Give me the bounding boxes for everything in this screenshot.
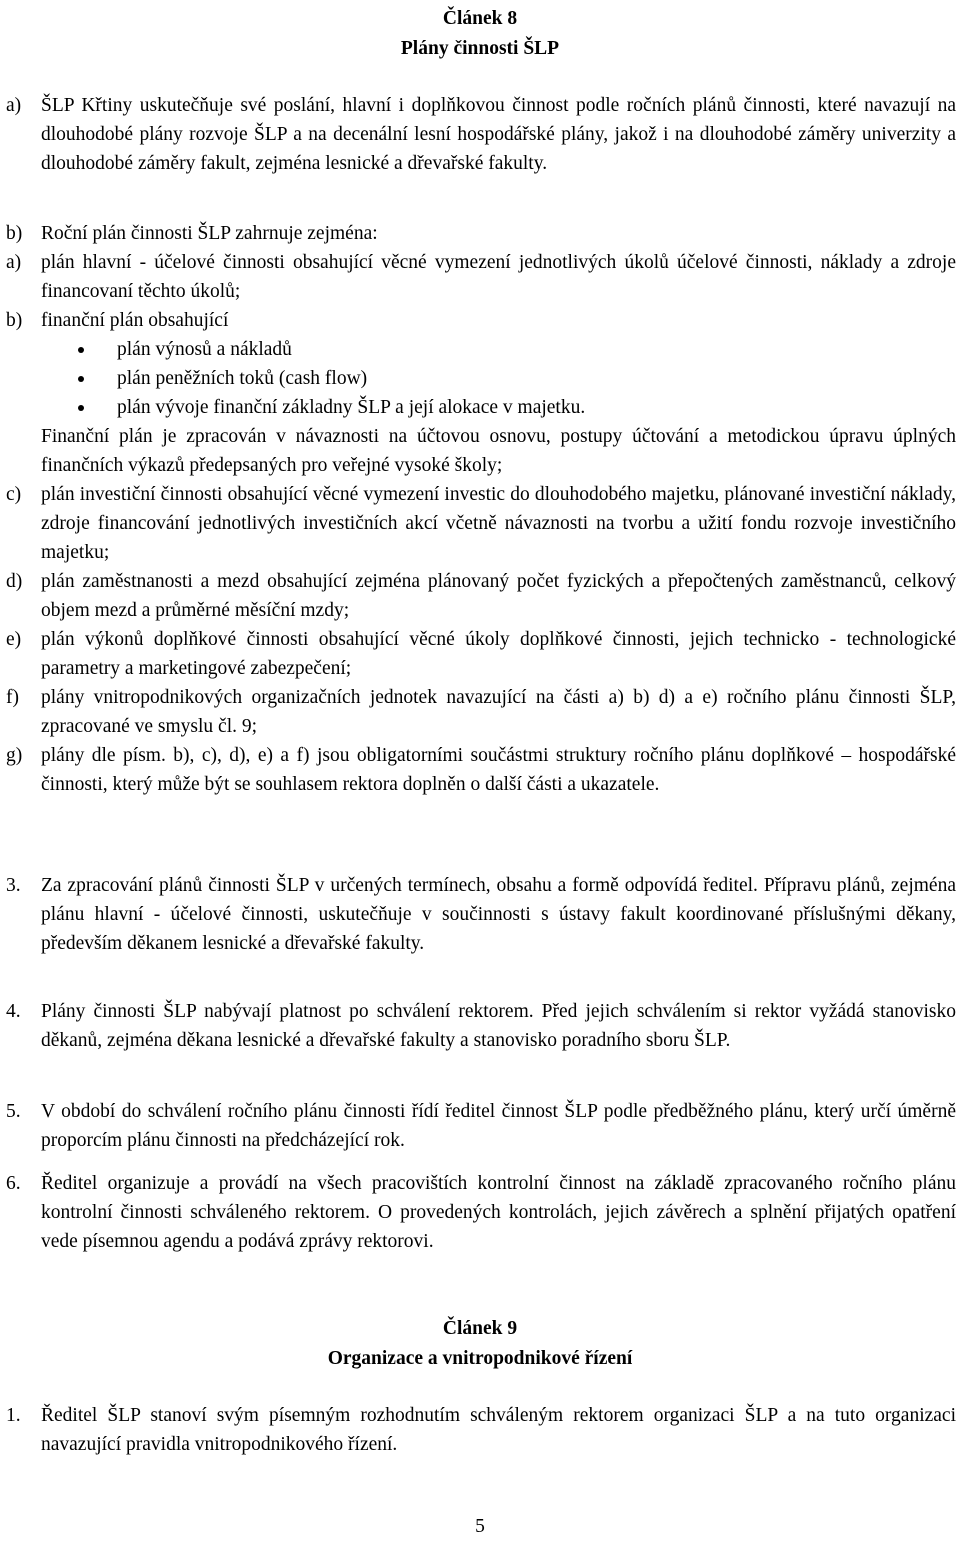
bullet-text: plán výnosů a nákladů	[117, 339, 292, 360]
list-text: plán hlavní - účelové činnosti obsahující věcné vymezení jednotlivých úkolů účelové činnosti, náklady a zdroje financovaní těchto úkolů;	[41, 252, 956, 302]
list-label: g)	[6, 745, 23, 766]
paragraph-label: a)	[6, 95, 22, 116]
list-text: finanční plán obsahující	[41, 310, 229, 331]
article-title: Plány činnosti ŠLP	[400, 38, 560, 59]
list-text: plán zaměstnanosti a mezd obsahující zejména plánovaný počet fyzických a přepočtených zaměstnanců, celkový objem mezd a průměrné měsíční mzdy;	[41, 571, 956, 621]
list-text: plány vnitropodnikových organizačních jednotek navazující na části a) b) d) a e) ročního plánu činnosti ŠLP, zpracované ve smyslu čl. 9;	[41, 687, 956, 737]
list-label: c)	[6, 484, 22, 505]
bullet-icon	[78, 376, 84, 382]
list-item	[0, 741, 960, 799]
paragraph	[0, 871, 960, 958]
bullet-text: plán vývoje finanční základny ŠLP a její alokace v majetku.	[117, 397, 586, 418]
list-label: d)	[6, 571, 23, 592]
paragraph-label: 6.	[6, 1173, 21, 1194]
bullet-icon	[78, 405, 84, 411]
list-item	[0, 683, 960, 741]
article-8-heading	[0, 4, 960, 64]
article-9-heading	[0, 1314, 960, 1374]
list-text: plán výkonů doplňkové činnosti obsahující věcné úkoly doplňkové činnosti, jejich technicko - technologické parametry a marketingové zabezpečení;	[41, 629, 956, 679]
paragraph-label: 1.	[6, 1405, 21, 1426]
list-item	[0, 625, 960, 683]
paragraph	[0, 1169, 960, 1256]
paragraph-text: Za zpracování plánů činnosti ŠLP v určených termínech, obsahu a formě odpovídá ředitel. Přípravu plánů, zejména plánu hlavní - účelové činnosti, uskutečňuje v součinnosti s ústavy fakult koordinované příslušnými děkany, především děkanem lesnické a dřevařské fakulty.	[41, 875, 956, 954]
list-label: e)	[6, 629, 22, 650]
paragraph-text: ŠLP Křtiny uskutečňuje své poslání, hlavní i doplňkovou činnost podle ročních plánů činnosti, které navazují na dlouhodobé plány rozvoje ŠLP a na decenální lesní hospodářské plány, jakož i na dlouhodobé záměry univerzity a dlouhodobé záměry fakult, zejména lesnické a dřevařské fakulty.	[41, 95, 956, 174]
bullet-icon	[78, 347, 84, 353]
paragraph	[0, 1401, 960, 1459]
paragraph-text: Roční plán činnosti ŠLP zahrnuje zejména:	[41, 223, 378, 244]
paragraph-label: 3.	[6, 875, 21, 896]
paragraph	[0, 1097, 960, 1155]
paragraph-text: V období do schválení ročního plánu činnosti řídí ředitel činnost ŠLP podle předběžného plánu, který určí úměrně proporcím plánu činnosti na předcházející rok.	[41, 1101, 956, 1151]
list-label: a)	[6, 252, 22, 273]
financial-note: Finanční plán je zpracován v návaznosti na účtovou osnovu, postupy účtování a metodickou úpravu úplných finančních výkazů předepsaných pro veřejné vysoké školy;	[41, 426, 956, 476]
paragraph-5	[0, 1097, 960, 1155]
article-number: Článek 9	[442, 1318, 518, 1339]
list-label: f)	[6, 687, 19, 708]
list-item	[0, 480, 960, 567]
paragraph-b	[0, 219, 960, 799]
list-item	[0, 567, 960, 625]
paragraph-text: Plány činnosti ŠLP nabývají platnost po schválení rektorem. Před jejich schválením si rektor vyžádá stanovisko děkanů, zejména děkana lesnické a dřevařské fakulty a stanovisko poradního sboru ŠLP.	[41, 1001, 956, 1051]
bullet-text: plán peněžních toků (cash flow)	[117, 368, 368, 389]
list-text: plán investiční činnosti obsahující věcné vymezení investic do dlouhodobého majetku, plánované investiční náklady, zdroje financování jednotlivých investičních akcí včetně návaznosti na tvorbu a užití fondu rozvoje investičního majetku;	[41, 484, 956, 563]
article-title: Organizace a vnitropodnikové řízení	[327, 1348, 633, 1369]
article-number: Článek 8	[442, 8, 518, 29]
paragraph-label: 5.	[6, 1101, 21, 1122]
paragraph-text: Ředitel ŠLP stanoví svým písemným rozhodnutím schváleným rektorem organizaci ŠLP a na tuto organizaci navazující pravidla vnitropodnikového řízení.	[41, 1405, 956, 1455]
paragraph-4	[0, 997, 960, 1055]
paragraph-label: b)	[6, 223, 23, 244]
paragraph-label: 4.	[6, 1001, 21, 1022]
list-label: b)	[6, 310, 23, 331]
list-item	[0, 248, 960, 306]
paragraph	[0, 219, 960, 248]
bullet-item	[0, 393, 960, 422]
paragraph	[0, 91, 960, 178]
bullet-item	[0, 335, 960, 364]
list-item	[0, 306, 960, 335]
bullet-item	[0, 364, 960, 393]
paragraph-text: Ředitel organizuje a provádí na všech pracovištích kontrolní činnost na základě zpracovaného ročního plánu kontrolní činnosti schváleného rektorem. O provedených kontrolách, jejich závěrech a splnění přijatých opatření vede písemnou agendu a podává zprávy rektorovi.	[41, 1173, 956, 1252]
paragraph-3	[0, 871, 960, 958]
page-number: 5	[475, 1516, 485, 1537]
list-text: plány dle písm. b), c), d), e) a f) jsou obligatorními součástmi struktury ročního plánu doplňkové – hospodářské činnosti, který může být se souhlasem rektora doplněn o další části a ukazatele.	[41, 745, 956, 795]
paragraph-6	[0, 1169, 960, 1256]
paragraph-9-1	[0, 1401, 960, 1459]
paragraph	[0, 997, 960, 1055]
paragraph-a	[0, 91, 960, 178]
